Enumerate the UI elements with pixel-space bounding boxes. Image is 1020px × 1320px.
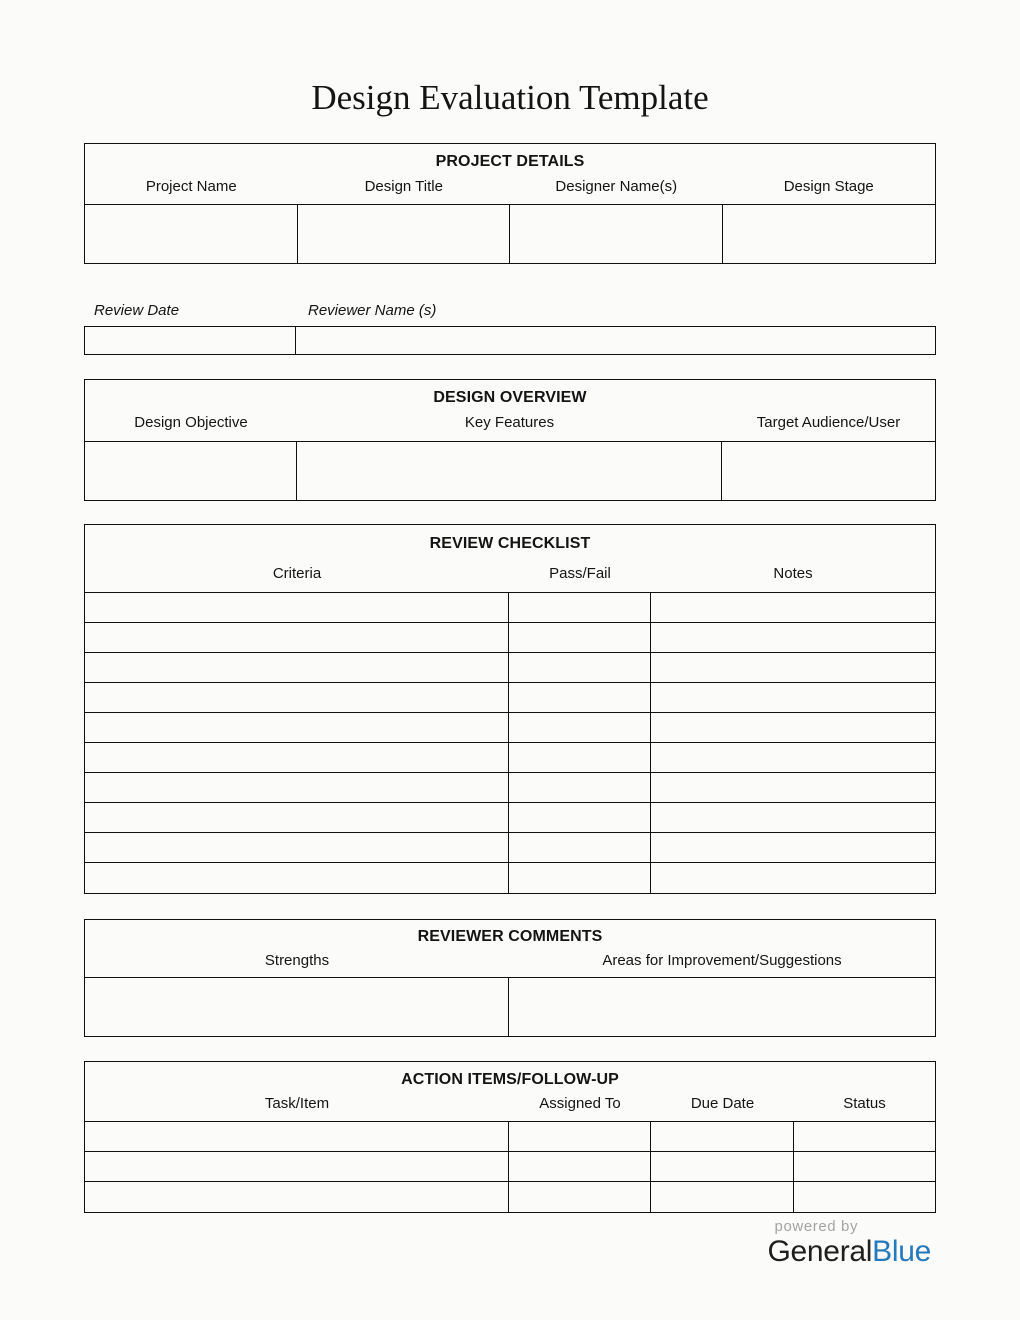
checklist-row [85, 653, 935, 683]
design-overview-input-row [85, 442, 935, 500]
review-date-label: Review Date [94, 302, 180, 319]
reviewer-comments-header [85, 920, 935, 978]
generalblue-logo [768, 1218, 937, 1269]
pass-fail-cell[interactable] [509, 773, 651, 802]
review-checklist-title: REVIEW CHECKLIST [429, 535, 591, 552]
notes-cell[interactable] [651, 773, 935, 802]
task-item-cell[interactable] [85, 1122, 509, 1151]
checklist-row [85, 743, 935, 773]
criteria-cell[interactable] [85, 683, 509, 712]
design-overview-header [85, 380, 935, 442]
review-checklist-header [85, 525, 935, 593]
column-label-strengths: Strengths [264, 952, 330, 969]
powered-by-text: powered by [774, 1218, 859, 1235]
pass-fail-cell[interactable] [509, 623, 651, 652]
pass-fail-cell[interactable] [509, 863, 651, 893]
reviewer-comments-title: REVIEWER COMMENTS [417, 928, 603, 945]
notes-cell[interactable] [651, 833, 935, 862]
notes-cell[interactable] [651, 593, 935, 622]
due-date-cell[interactable] [651, 1182, 794, 1212]
criteria-cell[interactable] [85, 653, 509, 682]
pass-fail-cell[interactable] [509, 833, 651, 862]
notes-cell[interactable] [651, 623, 935, 652]
target-audience-cell[interactable] [722, 442, 935, 500]
pass-fail-cell[interactable] [509, 743, 651, 772]
notes-cell[interactable] [651, 713, 935, 742]
criteria-cell[interactable] [85, 863, 509, 893]
project-name-cell[interactable] [85, 205, 298, 263]
designer-names-cell[interactable] [510, 205, 723, 263]
status-cell[interactable] [794, 1182, 935, 1212]
status-cell[interactable] [794, 1122, 935, 1151]
pass-fail-cell[interactable] [509, 713, 651, 742]
reviewer-name-cell[interactable] [296, 327, 935, 354]
column-label-designer-names: Designer Name(s) [555, 178, 678, 195]
notes-cell[interactable] [651, 683, 935, 712]
criteria-cell[interactable] [85, 623, 509, 652]
due-date-cell[interactable] [651, 1122, 794, 1151]
action-items-header [85, 1062, 935, 1122]
project-details-table [84, 143, 936, 264]
assigned-to-cell[interactable] [509, 1122, 651, 1151]
column-label-status: Status [843, 1095, 886, 1112]
design-title-cell[interactable] [298, 205, 511, 263]
action-items-table [84, 1061, 936, 1213]
column-label-design-objective: Design Objective [134, 414, 248, 431]
criteria-cell[interactable] [85, 803, 509, 832]
criteria-cell[interactable] [85, 773, 509, 802]
brand-blue-text: Blue [872, 1235, 931, 1268]
column-label-pass-fail: Pass/Fail [549, 565, 611, 582]
review-info-input-row [85, 327, 935, 354]
document-title: Design Evaluation Template [311, 78, 709, 117]
strengths-cell[interactable] [85, 978, 509, 1036]
project-details-title: PROJECT DETAILS [435, 153, 585, 170]
footer [84, 1218, 936, 1269]
pass-fail-cell[interactable] [509, 593, 651, 622]
action-item-row [85, 1182, 935, 1212]
assigned-to-cell[interactable] [509, 1182, 651, 1212]
column-label-design-title: Design Title [364, 178, 443, 195]
column-label-criteria: Criteria [272, 565, 322, 582]
review-info-table [84, 326, 936, 355]
task-item-cell[interactable] [85, 1182, 509, 1212]
task-item-cell[interactable] [85, 1152, 509, 1181]
notes-cell[interactable] [651, 803, 935, 832]
checklist-row [85, 593, 935, 623]
checklist-row [85, 683, 935, 713]
design-objective-cell[interactable] [85, 442, 297, 500]
design-stage-cell[interactable] [723, 205, 936, 263]
due-date-cell[interactable] [651, 1152, 794, 1181]
review-date-cell[interactable] [85, 327, 296, 354]
reviewer-name-label: Reviewer Name (s) [308, 302, 437, 319]
column-label-project-name: Project Name [145, 178, 237, 195]
column-label-assigned-to: Assigned To [539, 1095, 621, 1112]
action-item-row [85, 1122, 935, 1152]
reviewer-comments-input-row [85, 978, 935, 1036]
column-label-improvements: Areas for Improvement/Suggestions [602, 952, 842, 969]
checklist-row [85, 773, 935, 803]
review-info-labels [84, 302, 936, 320]
pass-fail-cell[interactable] [509, 683, 651, 712]
column-label-notes: Notes [773, 565, 813, 582]
column-label-task-item: Task/Item [264, 1095, 330, 1112]
improvements-cell[interactable] [509, 978, 935, 1036]
notes-cell[interactable] [651, 863, 935, 893]
checklist-row [85, 713, 935, 743]
design-overview-title: DESIGN OVERVIEW [433, 389, 587, 406]
column-label-key-features: Key Features [464, 414, 555, 431]
review-checklist-table [84, 524, 936, 894]
checklist-row [85, 803, 935, 833]
project-details-input-row [85, 205, 935, 263]
column-label-target-audience: Target Audience/User [756, 414, 901, 431]
project-details-header [85, 144, 935, 205]
status-cell[interactable] [794, 1152, 935, 1181]
action-item-row [85, 1152, 935, 1182]
pass-fail-cell[interactable] [509, 803, 651, 832]
criteria-cell[interactable] [85, 713, 509, 742]
checklist-row [85, 833, 935, 863]
notes-cell[interactable] [651, 743, 935, 772]
column-label-due-date: Due Date [690, 1095, 755, 1112]
notes-cell[interactable] [651, 653, 935, 682]
assigned-to-cell[interactable] [509, 1152, 651, 1181]
generalblue-wordmark [768, 1235, 932, 1269]
key-features-cell[interactable] [297, 442, 722, 500]
criteria-cell[interactable] [85, 743, 509, 772]
column-label-design-stage: Design Stage [783, 178, 874, 195]
criteria-cell[interactable] [85, 833, 509, 862]
design-overview-table [84, 379, 936, 501]
action-items-title: ACTION ITEMS/FOLLOW-UP [401, 1071, 619, 1088]
criteria-cell[interactable] [85, 593, 509, 622]
reviewer-comments-table [84, 919, 936, 1037]
checklist-row [85, 863, 935, 893]
checklist-row [85, 623, 935, 653]
brand-general-text: General [767, 1235, 873, 1268]
pass-fail-cell[interactable] [509, 653, 651, 682]
